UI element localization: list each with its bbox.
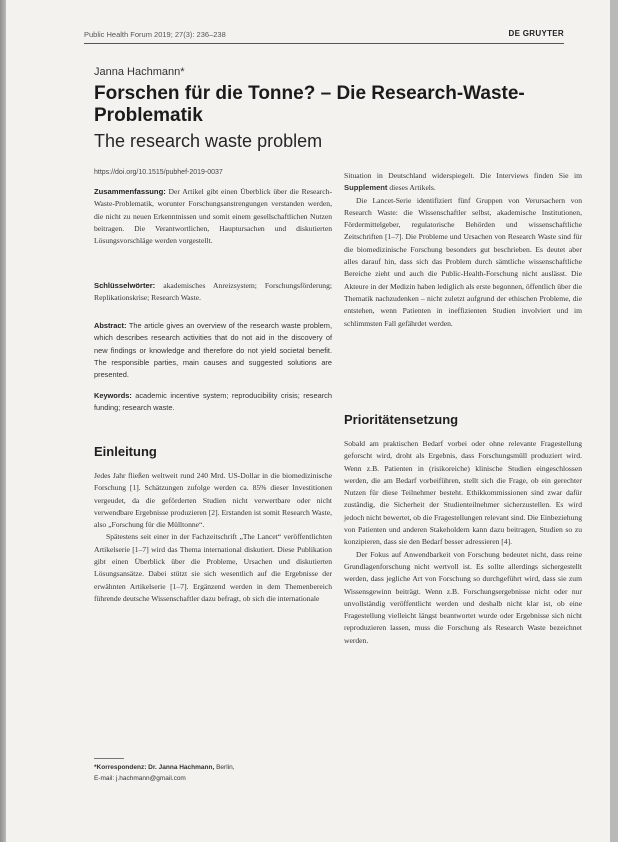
journal-reference: Public Health Forum 2019; 27(3): 236–238 xyxy=(84,30,226,39)
abstract-en-text: The article gives an overview of the research waste problem, which describes research activities that do not aid in the discovery of new findings or knowledge and therefore do not yield societal benefit. The responsible parties, main causes and suggested solutions are presented. xyxy=(94,321,332,380)
keywords-en-label: Keywords: xyxy=(94,391,132,400)
right-paragraph-4: Der Fokus auf Anwendbarkeit von Forschung bedeutet nicht, dass reine Grundlagenforschung nicht wertvoll ist. Es sollte allerdings sichergestellt werden, dass jegliche Art von Forschung so durchgeführt wird, dass sie zum Wissensgewinn beiträgt. Wenn z.B. Forschungsergebnisse nicht oder nur unvollständig veröffentlicht werden und deshalb nicht klar ist, ob eine Fragestellung vielleicht längst beantwortet wurde oder Ergebnisse sich nicht reproduzieren lassen, muss die Forschung als Research Waste bezeichnet werden. xyxy=(344,549,582,645)
article-page xyxy=(6,0,610,842)
author-name: Janna Hachmann* xyxy=(94,66,185,78)
keywords-de-text: akademisches Anreizsystem; Forschungsförderung; Replikationskrise; Research Waste. xyxy=(94,281,333,303)
correspondence-footnote xyxy=(94,762,334,784)
abstract-de-label: Zusammenfassung: xyxy=(94,187,166,196)
doi-link[interactable]: https://doi.org/10.1515/pubhef-2019-0037 xyxy=(94,169,223,176)
article-subtitle: The research waste problem xyxy=(94,131,323,151)
abstract-en-block xyxy=(94,320,332,381)
intro-continuation xyxy=(344,170,582,330)
correspondence-label: *Korrespondenz: Dr. Janna Hachmann, xyxy=(94,764,215,771)
footnote-rule xyxy=(94,758,124,759)
supplement-link[interactable]: Supplement xyxy=(344,183,388,193)
right-paragraph-1-post: dieses Artikels. xyxy=(389,183,436,193)
section-heading-prioritaetensetzung: Prioritätensetzung xyxy=(344,412,459,427)
article-title: Forschen für die Tonne? – Die Research-Waste-Problematik xyxy=(94,83,525,126)
keywords-en-block xyxy=(94,390,332,415)
einleitung-paragraph-1: Jedes Jahr fließen weltweit rund 240 Mrd. US-Dollar in die biomedizinische Forschung [1]. Schätzungen zufolge werden ca. 85% dieser Investitionen vergeudet, da die geförderten Studien nicht verwertbare oder nicht verwendbare Ergebnisse produzieren [2]. Erstanden ist somit Research Waste, also „Forschung für die Mülltonne“. xyxy=(94,471,332,530)
abstract-de-text: Der Artikel gibt einen Überblick über die Research-Waste-Problematik, worunter Forschungsanstrengungen verstanden werden, die nicht zu neuen Erkenntnissen und somit einem gesellschaftlichen Nutzen beitragen. Die Verantwortlichen, Hauptursachen und diskutierten Lösungsvorschläge werden vorgestellt. xyxy=(94,187,332,246)
correspondence-email[interactable]: E-mail: j.hachmann@gmail.com xyxy=(94,775,186,782)
section-heading-einleitung: Einleitung xyxy=(94,444,157,459)
right-paragraph-3: Sobald am praktischen Bedarf vorbei oder ohne relevante Fragestellung geforscht wird, droht als Ergebnis, dass Forschungsmüll produziert wird. Wenn z.B. Patienten in (risikoreiche) klinische Studien eingeschlossen werden, die am Bedarf vorbeiführen, stellt sich die Frage, ob ein gerechter Nutzen für diese Teilnehmer besteht. Ethikkommissionen sind zwar dafür zuständig, die Sicherheit der Studienteilnehmer sicherzustellen. Es wird jedoch nicht bewertet, ob die Fragestellungen relevant sind. Die Einbeziehung von Patienten und anderen Stakeholdern kann dazu beitragen, Studien so zu konzipieren, dass sie den Bedarf besser adressieren [4]. xyxy=(344,439,582,547)
abstract-de-block xyxy=(94,186,332,247)
keywords-en-text: academic incentive system; reproducibility crisis; research funding; research waste. xyxy=(94,391,332,413)
right-paragraph-2: Die Lancet-Serie identifiziert fünf Gruppen von Verursachern von Research Waste: die Wissenschaftler selbst, akademische Institutionen, Fördermittelgeber, regulatorische Behörden und wissenschaftliche Zeitschriften [1–7]. Die Probleme und Ursachen von Research Waste sind für die biomedizinische Forschung besonders gut beschrieben. Es deutet aber alles darauf hin, dass sich das Problem durch sämtliche wissenschaftliche Bereiche zieht und auch die Public-Health-Forschung nicht auslässt. Die Akteure in der Medizin haben lediglich als erste begonnen, öffentlich über die Thematik nachzudenken – nicht zuletzt aufgrund der ethischen Probleme, die entstehen, wenn Patienten in ineffizienten Studien involviert und im schlimmsten Fall gefährdet werden. xyxy=(344,195,582,328)
prioritaetensetzung-body xyxy=(344,438,582,647)
right-paragraph-1-pre: Situation in Deutschland widerspiegelt. Die Interviews finden Sie im xyxy=(344,171,582,180)
einleitung-body xyxy=(94,470,332,605)
einleitung-paragraph-2: Spätestens seit einer in der Fachzeitschrift „The Lancet“ veröffentlichten Artikelserie [1–7] wird das Thema international diskutiert. Diese Publikation gibt einen Überblick über die Probleme, Ursachen und diskutierten Lösungsansätze. Dabei stützt sie sich wesentlich auf die Ergebnisse der erwähnten Artikelserie [1–7]. Ergänzend werden in dem Themenbereich führende deutsche Wissenschaftler dazu befragt, ob sich die internationale xyxy=(94,532,332,603)
running-header xyxy=(84,29,564,44)
publisher-logo: DE GRUYTER xyxy=(508,29,564,38)
right-paragraph-1 xyxy=(344,170,582,195)
correspondence-city: Berlin, xyxy=(216,764,235,771)
abstract-en-label: Abstract: xyxy=(94,321,127,330)
keywords-de-label: Schlüsselwörter: xyxy=(94,281,156,290)
keywords-de-block xyxy=(94,280,332,305)
